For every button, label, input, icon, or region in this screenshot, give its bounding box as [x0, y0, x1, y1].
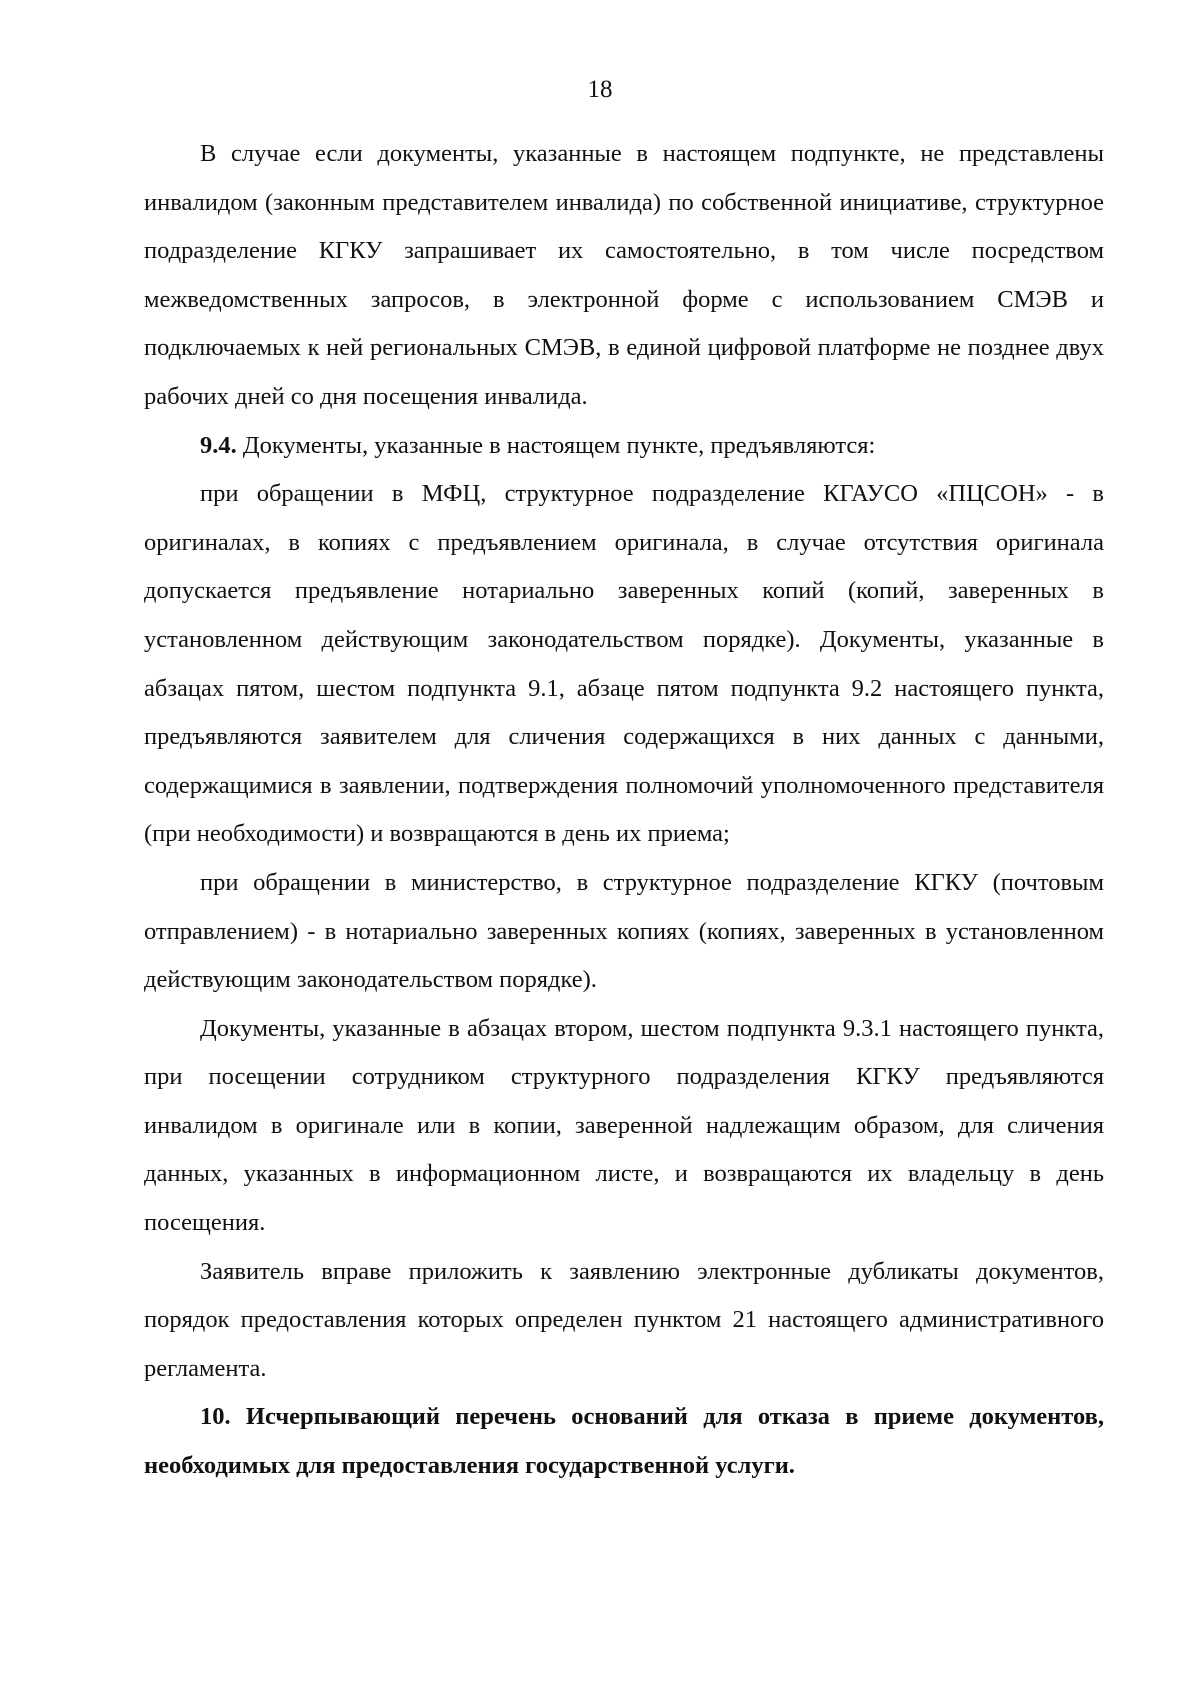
document-body: [144, 130, 1104, 1491]
paragraph-mfc-submission: при обращении в МФЦ, структурное подразделение КГАУСО «ПЦСОН» - в оригиналах, в копиях с предъявлением оригинала, в случае отсутствия оригинала допускается предъявление нотариально заверенных копий (копий, заверенных в установленном действующим законодательством порядке). Документы, указанные в абзацах пятом, шестом подпункта 9.1, абзаце пятом подпункта 9.2 настоящего пункта, предъявляются заявителем для сличения содержащихся в них данных с данными, содержащимися в заявлении, подтверждения полномочий уполномоченного представителя (при необходимости) и возвращаются в день их приема;: [144, 480, 1104, 848]
paragraph-ministry-submission: при обращении в министерство, в структурное подразделение КГКУ (почтовым отправлением) - в нотариально заверенных копиях (копиях, заверенных в установленном действующим законодательством порядке).: [144, 868, 1104, 994]
paragraph-visit-submission: Документы, указанные в абзацах втором, шестом подпункта 9.3.1 настоящего пункта, при посещении сотрудником структурного подразделения КГКУ предъявляются инвалидом в оригинале или в копии, заверенной надлежащим образом, для сличения данных, указанных в информационном листе, и возвращаются их владельцу в день посещения.: [144, 1014, 1104, 1237]
section-heading-10: 10. Исчерпывающий перечень оснований для отказа в приеме документов, необходимых для предоставления государственной услуги.: [144, 1403, 1104, 1480]
paragraph-documents-request: В случае если документы, указанные в настоящем подпункте, не представлены инвалидом (законным представителем инвалида) по собственной инициативе, структурное подразделение КГКУ запрашивает их самостоятельно, в том числе посредством межведомственных запросов, в электронной форме с использованием СМЭВ и подключаемых к ней региональных СМЭВ, в единой цифровой платформе не позднее двух рабочих дней со дня посещения инвалида.: [144, 140, 1104, 410]
paragraph-9-4: [144, 422, 1104, 471]
clause-text: Документы, указанные в настоящем пункте, предъявляются:: [236, 431, 876, 459]
paragraph-electronic-duplicates: Заявитель вправе приложить к заявлению электронные дубликаты документов, порядок предоставления которых определен пунктом 21 настоящего административного регламента.: [144, 1257, 1104, 1382]
clause-number: 9.4.: [200, 431, 237, 459]
page-number: 18: [587, 76, 613, 103]
